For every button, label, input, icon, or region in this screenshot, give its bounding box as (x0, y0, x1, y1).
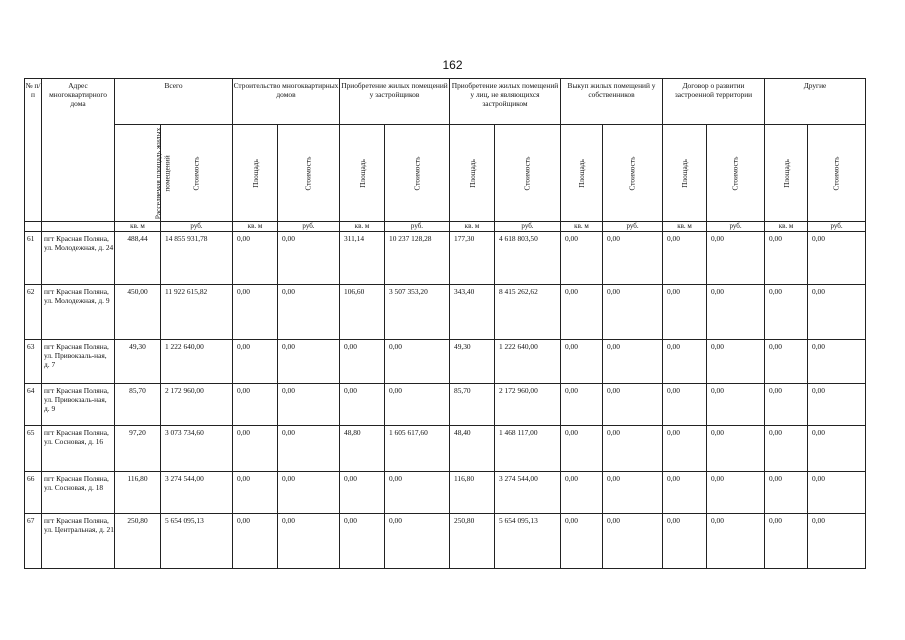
cell-value: 48,40 (450, 426, 495, 472)
row-address: пгт Красная Поляна, ул. Сосновая, д. 16 (42, 426, 115, 472)
cell-value: 0,00 (603, 514, 663, 569)
resettlement-table (24, 78, 866, 569)
group-header: Договор о развитии застроенной территории (663, 79, 765, 125)
row-address: пгт Красная Поляна, ул. Молодежная, д. 24 (42, 232, 115, 285)
subheader: Стоимость (603, 125, 663, 222)
col-num: № п/п (25, 79, 42, 222)
cell-value: 0,00 (385, 384, 450, 426)
row-number: 63 (25, 340, 42, 384)
cell-value: 0,00 (561, 285, 603, 340)
cell-value: 0,00 (765, 384, 808, 426)
row-address: пгт Красная Поляна, ул. Привокзаль-ная, д. 7 (42, 340, 115, 384)
cell-value: 48,80 (340, 426, 385, 472)
cell-value: 3 274 544,00 (161, 472, 233, 514)
cell-value: 0,00 (561, 426, 603, 472)
cell-value: 1 222 640,00 (161, 340, 233, 384)
subheader: Стоимость (385, 125, 450, 222)
unit-label: кв. м (115, 222, 161, 232)
subheader: Стоимость (278, 125, 340, 222)
cell-value: 2 172 960,00 (161, 384, 233, 426)
row-address: пгт Красная Поляна, ул. Молодежная, д. 9 (42, 285, 115, 340)
cell-value: 85,70 (450, 384, 495, 426)
unit-label: руб. (707, 222, 765, 232)
cell-value: 450,00 (115, 285, 161, 340)
unit-label: кв. м (663, 222, 707, 232)
unit-label: руб. (495, 222, 561, 232)
cell-value: 0,00 (233, 340, 278, 384)
cell-value: 0,00 (663, 340, 707, 384)
subheader: Площадь (561, 125, 603, 222)
cell-value: 5 654 095,13 (495, 514, 561, 569)
cell-value: 0,00 (707, 384, 765, 426)
cell-value: 0,00 (663, 232, 707, 285)
cell-value: 0,00 (808, 232, 866, 285)
cell-value: 97,20 (115, 426, 161, 472)
cell-value: 0,00 (808, 426, 866, 472)
cell-value: 0,00 (765, 340, 808, 384)
cell-value: 0,00 (385, 472, 450, 514)
cell-value: 0,00 (808, 285, 866, 340)
subheader: Площадь (663, 125, 707, 222)
cell-value: 0,00 (233, 285, 278, 340)
cell-value: 0,00 (561, 232, 603, 285)
row-address: пгт Красная Поляна, ул. Сосновая, д. 18 (42, 472, 115, 514)
cell-value: 0,00 (561, 472, 603, 514)
table-row (25, 232, 866, 285)
cell-value: 1 605 617,60 (385, 426, 450, 472)
cell-value: 0,00 (603, 426, 663, 472)
cell-value: 49,30 (450, 340, 495, 384)
cell-value: 11 922 615,82 (161, 285, 233, 340)
subheader: Стоимость (707, 125, 765, 222)
cell-value: 0,00 (233, 232, 278, 285)
cell-value: 2 172 960,00 (495, 384, 561, 426)
cell-value: 0,00 (233, 426, 278, 472)
page-number: 162 (442, 58, 463, 72)
subheader: Площадь (340, 125, 385, 222)
group-header: Выкуп жилых помещений у собственников (561, 79, 663, 125)
cell-value: 0,00 (278, 340, 340, 384)
cell-value: 0,00 (278, 384, 340, 426)
cell-value: 0,00 (707, 514, 765, 569)
unit-label: кв. м (561, 222, 603, 232)
unit-label: кв. м (340, 222, 385, 232)
cell-value: 1 222 640,00 (495, 340, 561, 384)
cell-value: 0,00 (663, 285, 707, 340)
subheader: Площадь (765, 125, 808, 222)
cell-value: 0,00 (707, 340, 765, 384)
cell-value: 0,00 (233, 472, 278, 514)
cell-value: 0,00 (808, 384, 866, 426)
cell-value: 49,30 (115, 340, 161, 384)
cell-value: 177,30 (450, 232, 495, 285)
cell-value: 0,00 (278, 514, 340, 569)
row-number: 66 (25, 472, 42, 514)
unit-label: руб. (808, 222, 866, 232)
cell-value: 0,00 (663, 472, 707, 514)
table-row (25, 514, 866, 569)
cell-value: 4 618 803,50 (495, 232, 561, 285)
subheader: Площадь (450, 125, 495, 222)
group-header: Другие (765, 79, 866, 125)
cell-value: 116,80 (115, 472, 161, 514)
cell-value: 106,60 (340, 285, 385, 340)
cell-value: 0,00 (340, 514, 385, 569)
cell-value: 0,00 (340, 340, 385, 384)
cell-value: 85,70 (115, 384, 161, 426)
row-number: 62 (25, 285, 42, 340)
row-number: 65 (25, 426, 42, 472)
row-address: пгт Красная Поляна, ул. Центральная, д. 21 (42, 514, 115, 569)
cell-value: 343,40 (450, 285, 495, 340)
unit-label: кв. м (450, 222, 495, 232)
table-row (25, 426, 866, 472)
cell-value: 0,00 (278, 285, 340, 340)
table-row (25, 340, 866, 384)
table-row (25, 472, 866, 514)
cell-value: 0,00 (278, 232, 340, 285)
cell-value: 14 855 931,78 (161, 232, 233, 285)
cell-value: 0,00 (603, 340, 663, 384)
cell-value: 0,00 (603, 232, 663, 285)
cell-value: 0,00 (603, 285, 663, 340)
group-header: Строительство многоквартирных домов (233, 79, 340, 125)
col-address: Адрес многоквартирного дома (42, 79, 115, 222)
cell-value: 0,00 (233, 514, 278, 569)
unit-label: кв. м (765, 222, 808, 232)
cell-value: 0,00 (561, 340, 603, 384)
cell-value: 0,00 (707, 472, 765, 514)
cell-value: 0,00 (765, 514, 808, 569)
cell-value: 0,00 (765, 285, 808, 340)
cell-value: 0,00 (765, 426, 808, 472)
cell-value: 0,00 (707, 426, 765, 472)
cell-value: 5 654 095,13 (161, 514, 233, 569)
cell-value: 0,00 (663, 384, 707, 426)
cell-value: 3 507 353,20 (385, 285, 450, 340)
cell-value: 0,00 (278, 472, 340, 514)
cell-value: 0,00 (707, 285, 765, 340)
cell-value: 0,00 (808, 514, 866, 569)
cell-value: 0,00 (603, 384, 663, 426)
cell-value: 0,00 (561, 384, 603, 426)
cell-value: 0,00 (765, 232, 808, 285)
cell-value: 488,44 (115, 232, 161, 285)
cell-value: 0,00 (808, 472, 866, 514)
cell-value: 116,80 (450, 472, 495, 514)
cell-value: 0,00 (340, 472, 385, 514)
row-address: пгт Красная Поляна, ул. Привокзаль-ная, д. 9 (42, 384, 115, 426)
table-row (25, 384, 866, 426)
subheader: Стоимость (495, 125, 561, 222)
group-header: Всего (115, 79, 233, 125)
row-number: 64 (25, 384, 42, 426)
cell-value: 10 237 128,28 (385, 232, 450, 285)
subheader: Стоимость (808, 125, 866, 222)
cell-value: 0,00 (603, 472, 663, 514)
cell-value: 0,00 (765, 472, 808, 514)
cell-value: 311,14 (340, 232, 385, 285)
cell-value: 8 415 262,62 (495, 285, 561, 340)
cell-value: 0,00 (808, 340, 866, 384)
subheader: Стоимость (161, 125, 233, 222)
cell-value: 0,00 (233, 384, 278, 426)
cell-value: 0,00 (663, 426, 707, 472)
subheader: Расселяемая площадь жилых помещений (115, 125, 161, 222)
cell-value: 0,00 (340, 384, 385, 426)
cell-value: 1 468 117,00 (495, 426, 561, 472)
cell-value: 250,80 (450, 514, 495, 569)
cell-value: 0,00 (663, 514, 707, 569)
cell-value: 3 274 544,00 (495, 472, 561, 514)
unit-label: руб. (603, 222, 663, 232)
cell-value: 0,00 (707, 232, 765, 285)
subheader: Площадь (233, 125, 278, 222)
unit-label: руб. (278, 222, 340, 232)
table-row (25, 285, 866, 340)
cell-value: 0,00 (385, 514, 450, 569)
row-number: 61 (25, 232, 42, 285)
group-header: Приобретение жилых помещений у лиц, не являющихся застройщиком (450, 79, 561, 125)
cell-value: 250,80 (115, 514, 161, 569)
unit-label: кв. м (233, 222, 278, 232)
cell-value: 0,00 (278, 426, 340, 472)
cell-value: 3 073 734,60 (161, 426, 233, 472)
row-number: 67 (25, 514, 42, 569)
group-header: Приобретение жилых помещений у застройщиков (340, 79, 450, 125)
cell-value: 0,00 (561, 514, 603, 569)
cell-value: 0,00 (385, 340, 450, 384)
unit-label: руб. (161, 222, 233, 232)
unit-label: руб. (385, 222, 450, 232)
